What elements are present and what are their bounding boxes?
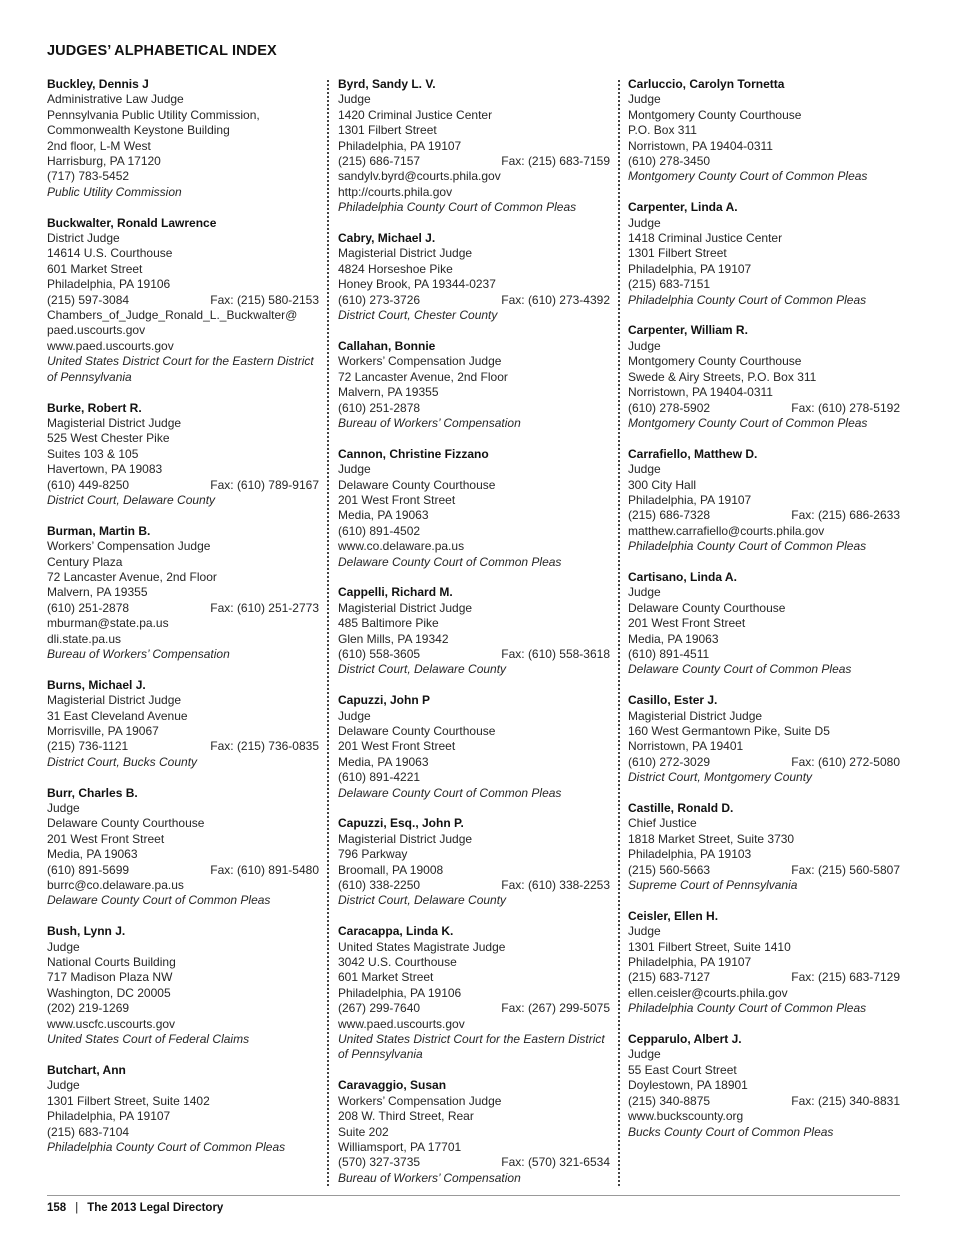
- fax-number: Fax: (215) 580-2153: [210, 292, 319, 307]
- entry-line: 72 Lancaster Avenue, 2nd Floor: [47, 569, 217, 584]
- phone-number: (267) 299-7640: [338, 1001, 421, 1016]
- entry-line: Honey Brook, PA 19344-0237: [338, 277, 496, 292]
- phone-number: (610) 449-8250: [47, 477, 130, 492]
- phone-number: (610) 891-5699: [47, 862, 130, 877]
- entry-line: 55 East Court Street: [628, 1062, 737, 1077]
- phone-number: (610) 891-4221: [338, 770, 421, 785]
- court-name: Delaware County Court of Common Pleas: [338, 554, 562, 569]
- entry-line: 1818 Market Street, Suite 3730: [628, 831, 795, 846]
- judge-name: Caracappa, Linda K.: [338, 924, 454, 939]
- phone-row: [628, 154, 900, 169]
- court-name: Bucks County Court of Common Pleas: [628, 1124, 834, 1139]
- judge-name: Butchart, Ann: [47, 1062, 126, 1077]
- court-name: Bureau of Workers’ Compensation: [338, 415, 521, 430]
- phone-number: (610) 558-3605: [338, 646, 421, 661]
- entry-line: 31 East Cleveland Avenue: [47, 708, 188, 723]
- court-name: Delaware County Court of Common Pleas: [338, 785, 562, 800]
- judge-entry: [628, 77, 900, 185]
- entry-line: Magisterial District Judge: [338, 600, 473, 615]
- phone-row: [47, 1125, 319, 1140]
- contact-line: ellen.ceisler@courts.phila.gov: [628, 985, 788, 1000]
- phone-number: (570) 327-3735: [338, 1155, 421, 1170]
- entry-line: Delaware County Courthouse: [338, 477, 496, 492]
- court-name: Montgomery County Court of Common Pleas: [628, 415, 868, 430]
- fax-number: Fax: (610) 273-4392: [501, 292, 610, 307]
- entry-line: Philadelphia, PA 19106: [338, 985, 462, 1000]
- judge-name: Burman, Martin B.: [47, 523, 151, 538]
- contact-line: www.buckscounty.org: [628, 1109, 744, 1124]
- entry-line: Glen Mills, PA 19342: [338, 631, 449, 646]
- court-name: Philadelphia County Court of Common Pleas: [628, 292, 867, 307]
- entry-line: United States Magistrate Judge: [338, 939, 506, 954]
- phone-row: [628, 401, 900, 416]
- judge-name: Cartisano, Linda A.: [628, 569, 737, 584]
- contact-line: paed.uscourts.gov: [47, 323, 146, 338]
- judge-name: Carluccio, Carolyn Tornetta: [628, 77, 785, 91]
- judge-name: Cabry, Michael J.: [338, 231, 436, 246]
- phone-number: (215) 683-7127: [628, 970, 711, 985]
- phone-row: [628, 863, 900, 878]
- phone-number: (717) 783-5452: [47, 169, 130, 184]
- entry-line: Judge: [628, 924, 661, 939]
- fax-number: Fax: (610) 251-2773: [210, 600, 319, 615]
- phone-row: [338, 1001, 610, 1016]
- court-name: United States Court of Federal Claims: [47, 1032, 250, 1047]
- entry-line: Chief Justice: [628, 816, 697, 831]
- entry-line: 72 Lancaster Avenue, 2nd Floor: [338, 369, 508, 384]
- court-name: District Court, Bucks County: [47, 754, 198, 769]
- column-divider: [618, 80, 620, 1186]
- phone-number: (215) 683-7104: [47, 1124, 130, 1139]
- entry-line: Philadelphia, PA 19107: [338, 138, 462, 153]
- judge-entry: [47, 524, 319, 663]
- entry-line: 525 West Chester Pike: [47, 431, 170, 446]
- court-name: Bureau of Workers’ Compensation: [338, 1170, 521, 1185]
- phone-row: [628, 970, 900, 985]
- entry-line: Magisterial District Judge: [338, 246, 473, 261]
- contact-line: matthew.carrafiello@courts.phila.gov: [628, 523, 825, 538]
- entry-line: Suite 202: [338, 1124, 389, 1139]
- phone-number: (610) 273-3726: [338, 292, 421, 307]
- entry-line: Havertown, PA 19083: [47, 462, 163, 477]
- judge-name: Carrafiello, Matthew D.: [628, 446, 758, 461]
- judge-entry: [47, 678, 319, 770]
- entry-line: 1418 Criminal Justice Center: [628, 231, 783, 246]
- phone-number: (215) 683-7151: [628, 277, 711, 292]
- entry-line: Philadelphia, PA 19103: [628, 847, 752, 862]
- entry-line: 201 West Front Street: [338, 739, 456, 754]
- phone-row: [628, 277, 900, 292]
- judge-entry: [338, 231, 610, 323]
- phone-row: [47, 863, 319, 878]
- contact-line: www.paed.uscourts.gov: [47, 338, 174, 353]
- entry-line: Norristown, PA 19404-0311: [628, 385, 773, 400]
- entry-line: Judge: [628, 338, 661, 353]
- entry-line: Magisterial District Judge: [628, 708, 763, 723]
- judge-entry: [628, 570, 900, 678]
- phone-number: (215) 597-3084: [47, 292, 130, 307]
- phone-row: [338, 770, 610, 785]
- court-name: District Court, Delaware County: [47, 492, 216, 507]
- fax-number: Fax: (215) 683-7159: [501, 154, 610, 169]
- contact-line: www.co.delaware.pa.us: [338, 539, 465, 554]
- entry-line: 1420 Criminal Justice Center: [338, 107, 493, 122]
- judge-entry: [47, 1063, 319, 1155]
- phone-row: [338, 154, 610, 169]
- entry-line: National Courts Building: [47, 955, 176, 970]
- fax-number: Fax: (610) 272-5080: [791, 754, 900, 769]
- phone-row: [338, 524, 610, 539]
- judge-entry: [47, 216, 319, 385]
- phone-number: (215) 340-8875: [628, 1093, 711, 1108]
- fax-number: Fax: (610) 338-2253: [501, 878, 610, 893]
- footer-rule: [47, 1195, 900, 1196]
- phone-number: (610) 251-2878: [338, 400, 421, 415]
- judge-entry: [338, 585, 610, 677]
- footer-separator: |: [75, 1202, 79, 1214]
- judge-entry: [628, 1032, 900, 1140]
- phone-row: [47, 1001, 319, 1016]
- entry-line: 208 W. Third Street, Rear: [338, 1109, 474, 1124]
- judge-name: Buckley, Dennis J: [47, 77, 149, 91]
- fax-number: Fax: (610) 558-3618: [501, 646, 610, 661]
- entry-line: Delaware County Courthouse: [47, 816, 205, 831]
- court-name: District Court, Delaware County: [338, 893, 507, 908]
- entry-line: Judge: [628, 92, 661, 107]
- judge-name: Caravaggio, Susan: [338, 1078, 447, 1093]
- judge-entry: [628, 323, 900, 431]
- entry-line: 717 Madison Plaza NW: [47, 970, 173, 985]
- phone-number: (215) 560-5663: [628, 862, 711, 877]
- judge-entry: [338, 816, 610, 908]
- entry-line: Judge: [47, 801, 80, 816]
- phone-number: (215) 686-7328: [628, 508, 711, 523]
- entry-line: 3042 U.S. Courthouse: [338, 955, 457, 970]
- contact-line: Chambers_of_Judge_Ronald_L._Buckwalter@: [47, 308, 298, 323]
- phone-number: (610) 272-3029: [628, 754, 711, 769]
- fax-number: Fax: (215) 340-8831: [791, 1093, 900, 1108]
- entry-line: Judge: [338, 462, 371, 477]
- phone-row: [628, 1094, 900, 1109]
- judge-name: Cepparulo, Albert J.: [628, 1032, 742, 1047]
- phone-row: [338, 878, 610, 893]
- page-number: 158: [47, 1202, 67, 1214]
- entry-line: 796 Parkway: [338, 847, 408, 862]
- judge-entry: [47, 77, 319, 200]
- judge-entry: [47, 924, 319, 1047]
- publication-title: The 2013 Legal Directory: [87, 1202, 224, 1214]
- contact-line: burrc@co.delaware.pa.us: [47, 878, 184, 893]
- phone-number: (610) 891-4511: [628, 646, 710, 661]
- page-title: JUDGES’ ALPHABETICAL INDEX: [47, 43, 277, 59]
- phone-number: (215) 686-7157: [338, 154, 421, 169]
- court-name: Philadelphia County Court of Common Pleas: [338, 200, 577, 215]
- judge-entry: [338, 339, 610, 431]
- court-name: Delaware County Court of Common Pleas: [47, 893, 271, 908]
- entry-line: Commonwealth Keystone Building: [47, 123, 230, 138]
- entry-line: Harrisburg, PA 17120: [47, 154, 161, 169]
- judge-name: Ceisler, Ellen H.: [628, 908, 719, 923]
- entry-line: Magisterial District Judge: [47, 693, 182, 708]
- court-name: District Court, Chester County: [338, 308, 498, 323]
- entry-line: 160 West Germantown Pike, Suite D5: [628, 723, 830, 738]
- phone-row: [338, 647, 610, 662]
- court-name: District Court, Montgomery County: [628, 770, 813, 785]
- entry-line: Pennsylvania Public Utility Commission,: [47, 107, 260, 122]
- entry-line: Workers’ Compensation Judge: [338, 1093, 502, 1108]
- fax-number: Fax: (215) 560-5807: [791, 862, 900, 877]
- phone-number: (202) 219-1269: [47, 1001, 130, 1016]
- judge-name: Burr, Charles B.: [47, 785, 138, 800]
- judge-name: Casillo, Ester J.: [628, 693, 718, 708]
- entry-line: 2nd floor, L-M West: [47, 138, 151, 153]
- index-column-1: [47, 77, 319, 1171]
- judge-entry: [338, 1078, 610, 1186]
- phone-row: [47, 478, 319, 493]
- entry-line: Judge: [628, 585, 661, 600]
- entry-line: Administrative Law Judge: [47, 92, 184, 107]
- entry-line: Morrisville, PA 19067: [47, 724, 159, 738]
- entry-line: Norristown, PA 19404-0311: [628, 138, 773, 153]
- entry-line: Swede & Airy Streets, P.O. Box 311: [628, 369, 817, 384]
- entry-line: Judge: [338, 708, 371, 723]
- judge-name: Byrd, Sandy L. V.: [338, 77, 436, 91]
- fax-number: Fax: (215) 683-7129: [791, 970, 900, 985]
- judge-entry: [628, 909, 900, 1017]
- judge-name: Bush, Lynn J.: [47, 924, 126, 939]
- entry-line: Philadelphia, PA 19107: [628, 261, 752, 276]
- contact-line: www.uscfc.uscourts.gov: [47, 1016, 176, 1031]
- entry-line: Montgomery County Courthouse: [628, 107, 802, 122]
- court-name: Philadelphia County Court of Common Pleas: [628, 1001, 867, 1016]
- entry-line: Media, PA 19063: [338, 754, 429, 769]
- judge-entry: [628, 801, 900, 893]
- entry-line: Magisterial District Judge: [47, 415, 182, 430]
- judge-name: Callahan, Bonnie: [338, 338, 436, 353]
- entry-line: P.O. Box 311: [628, 123, 697, 138]
- court-name: Philadelphia County Court of Common Pleas: [47, 1139, 286, 1154]
- phone-row: [628, 647, 900, 662]
- judge-name: Carpenter, Linda A.: [628, 200, 738, 215]
- court-name: United States District Court for the Eastern District of Pennsylvania: [47, 354, 314, 384]
- judge-entry: [338, 924, 610, 1063]
- entry-line: Montgomery County Courthouse: [628, 354, 802, 369]
- entry-line: Philadelphia, PA 19107: [628, 955, 752, 970]
- entry-line: 601 Market Street: [47, 261, 143, 276]
- entry-line: 1301 Filbert Street: [628, 246, 727, 261]
- entry-line: Malvern, PA 19355: [47, 585, 148, 600]
- entry-line: Washington, DC 20005: [47, 985, 171, 1000]
- entry-line: Delaware County Courthouse: [628, 600, 786, 615]
- fax-number: Fax: (610) 789-9167: [210, 477, 319, 492]
- phone-row: [47, 169, 319, 184]
- judge-name: Cappelli, Richard M.: [338, 585, 453, 600]
- entry-line: Judge: [628, 462, 661, 477]
- entry-line: Judge: [628, 1047, 661, 1062]
- fax-number: Fax: (267) 299-5075: [501, 1001, 610, 1016]
- phone-row: [338, 1155, 610, 1170]
- entry-line: 1301 Filbert Street, Suite 1410: [628, 939, 791, 954]
- entry-line: Malvern, PA 19355: [338, 385, 439, 400]
- judge-entry: [628, 693, 900, 785]
- contact-line: mburman@state.pa.us: [47, 616, 169, 631]
- fax-number: Fax: (215) 736-0835: [210, 739, 319, 754]
- judge-entry: [628, 200, 900, 308]
- court-name: Supreme Court of Pennsylvania: [628, 878, 798, 893]
- judge-name: Cannon, Christine Fizzano: [338, 446, 489, 461]
- entry-line: Philadelphia, PA 19107: [47, 1109, 171, 1124]
- judge-entry: [338, 447, 610, 570]
- court-name: Delaware County Court of Common Pleas: [628, 662, 852, 677]
- fax-number: Fax: (610) 278-5192: [791, 400, 900, 415]
- entry-line: 201 West Front Street: [338, 492, 456, 507]
- entry-line: Judge: [338, 92, 371, 107]
- phone-number: (610) 251-2878: [47, 600, 130, 615]
- judge-name: Burke, Robert R.: [47, 400, 142, 415]
- phone-row: [47, 739, 319, 754]
- phone-row: [338, 293, 610, 308]
- phone-row: [47, 601, 319, 616]
- phone-number: (215) 736-1121: [47, 739, 129, 754]
- entry-line: 14614 U.S. Courthouse: [47, 246, 173, 261]
- judge-name: Capuzzi, John P: [338, 693, 431, 708]
- entry-line: 1301 Filbert Street, Suite 1402: [47, 1093, 210, 1108]
- entry-line: 201 West Front Street: [47, 831, 165, 846]
- judge-name: Buckwalter, Ronald Lawrence: [47, 215, 217, 230]
- court-name: Public Utility Commission: [47, 184, 182, 199]
- entry-line: District Judge: [47, 231, 120, 246]
- entry-line: Judge: [47, 1078, 80, 1093]
- entry-line: Judge: [628, 215, 661, 230]
- page-footer: [47, 1202, 223, 1214]
- entry-line: Workers’ Compensation Judge: [338, 354, 502, 369]
- index-column-3: [628, 77, 900, 1155]
- column-divider: [327, 80, 329, 1186]
- entry-line: Delaware County Courthouse: [338, 723, 496, 738]
- entry-line: Suites 103 & 105: [47, 446, 139, 461]
- entry-line: Philadelphia, PA 19107: [628, 492, 752, 507]
- entry-line: 300 City Hall: [628, 477, 697, 492]
- judge-name: Capuzzi, Esq., John P.: [338, 816, 464, 831]
- contact-line: http://courts.phila.gov: [338, 184, 453, 199]
- entry-line: 485 Baltimore Pike: [338, 616, 439, 631]
- entry-line: Workers’ Compensation Judge: [47, 539, 211, 554]
- entry-line: Broomall, PA 19008: [338, 862, 444, 877]
- contact-line: sandylv.byrd@courts.phila.gov: [338, 169, 501, 184]
- entry-line: Media, PA 19063: [47, 847, 138, 862]
- court-name: Philadelphia County Court of Common Pleas: [628, 539, 867, 554]
- phone-row: [628, 755, 900, 770]
- judge-entry: [628, 447, 900, 555]
- phone-number: (610) 278-5902: [628, 400, 711, 415]
- court-name: United States District Court for the Eastern District of Pennsylvania: [338, 1032, 605, 1062]
- contact-line: dli.state.pa.us: [47, 631, 122, 646]
- fax-number: Fax: (215) 686-2633: [791, 508, 900, 523]
- contact-line: www.paed.uscourts.gov: [338, 1016, 465, 1031]
- judge-entry: [338, 693, 610, 801]
- phone-number: (610) 338-2250: [338, 878, 421, 893]
- entry-line: 601 Market Street: [338, 970, 434, 985]
- entry-line: Judge: [47, 939, 80, 954]
- phone-number: (610) 891-4502: [338, 523, 421, 538]
- court-name: District Court, Delaware County: [338, 662, 507, 677]
- phone-number: (610) 278-3450: [628, 154, 711, 169]
- judge-name: Castille, Ronald D.: [628, 801, 734, 815]
- entry-line: Media, PA 19063: [628, 631, 719, 646]
- entry-line: Norristown, PA 19401: [628, 739, 744, 754]
- judge-entry: [47, 401, 319, 509]
- phone-row: [628, 508, 900, 523]
- court-name: Bureau of Workers’ Compensation: [47, 646, 230, 661]
- entry-line: 1301 Filbert Street: [338, 123, 437, 138]
- entry-line: Magisterial District Judge: [338, 831, 473, 846]
- entry-line: 4824 Horseshoe Pike: [338, 261, 453, 276]
- entry-line: 201 West Front Street: [628, 616, 746, 631]
- judge-entry: [338, 77, 610, 216]
- entry-line: Media, PA 19063: [338, 508, 429, 523]
- court-name: Montgomery County Court of Common Pleas: [628, 169, 868, 184]
- judge-entry: [47, 786, 319, 909]
- entry-line: Century Plaza: [47, 554, 123, 569]
- entry-line: Doylestown, PA 18901: [628, 1078, 748, 1093]
- entry-line: Williamsport, PA 17701: [338, 1139, 462, 1154]
- phone-row: [47, 293, 319, 308]
- judge-name: Carpenter, William R.: [628, 323, 748, 338]
- fax-number: Fax: (610) 891-5480: [210, 862, 319, 877]
- judge-name: Burns, Michael J.: [47, 677, 146, 692]
- index-column-2: [338, 77, 610, 1202]
- phone-row: [338, 401, 610, 416]
- entry-line: Philadelphia, PA 19106: [47, 277, 171, 292]
- fax-number: Fax: (570) 321-6534: [501, 1155, 610, 1170]
